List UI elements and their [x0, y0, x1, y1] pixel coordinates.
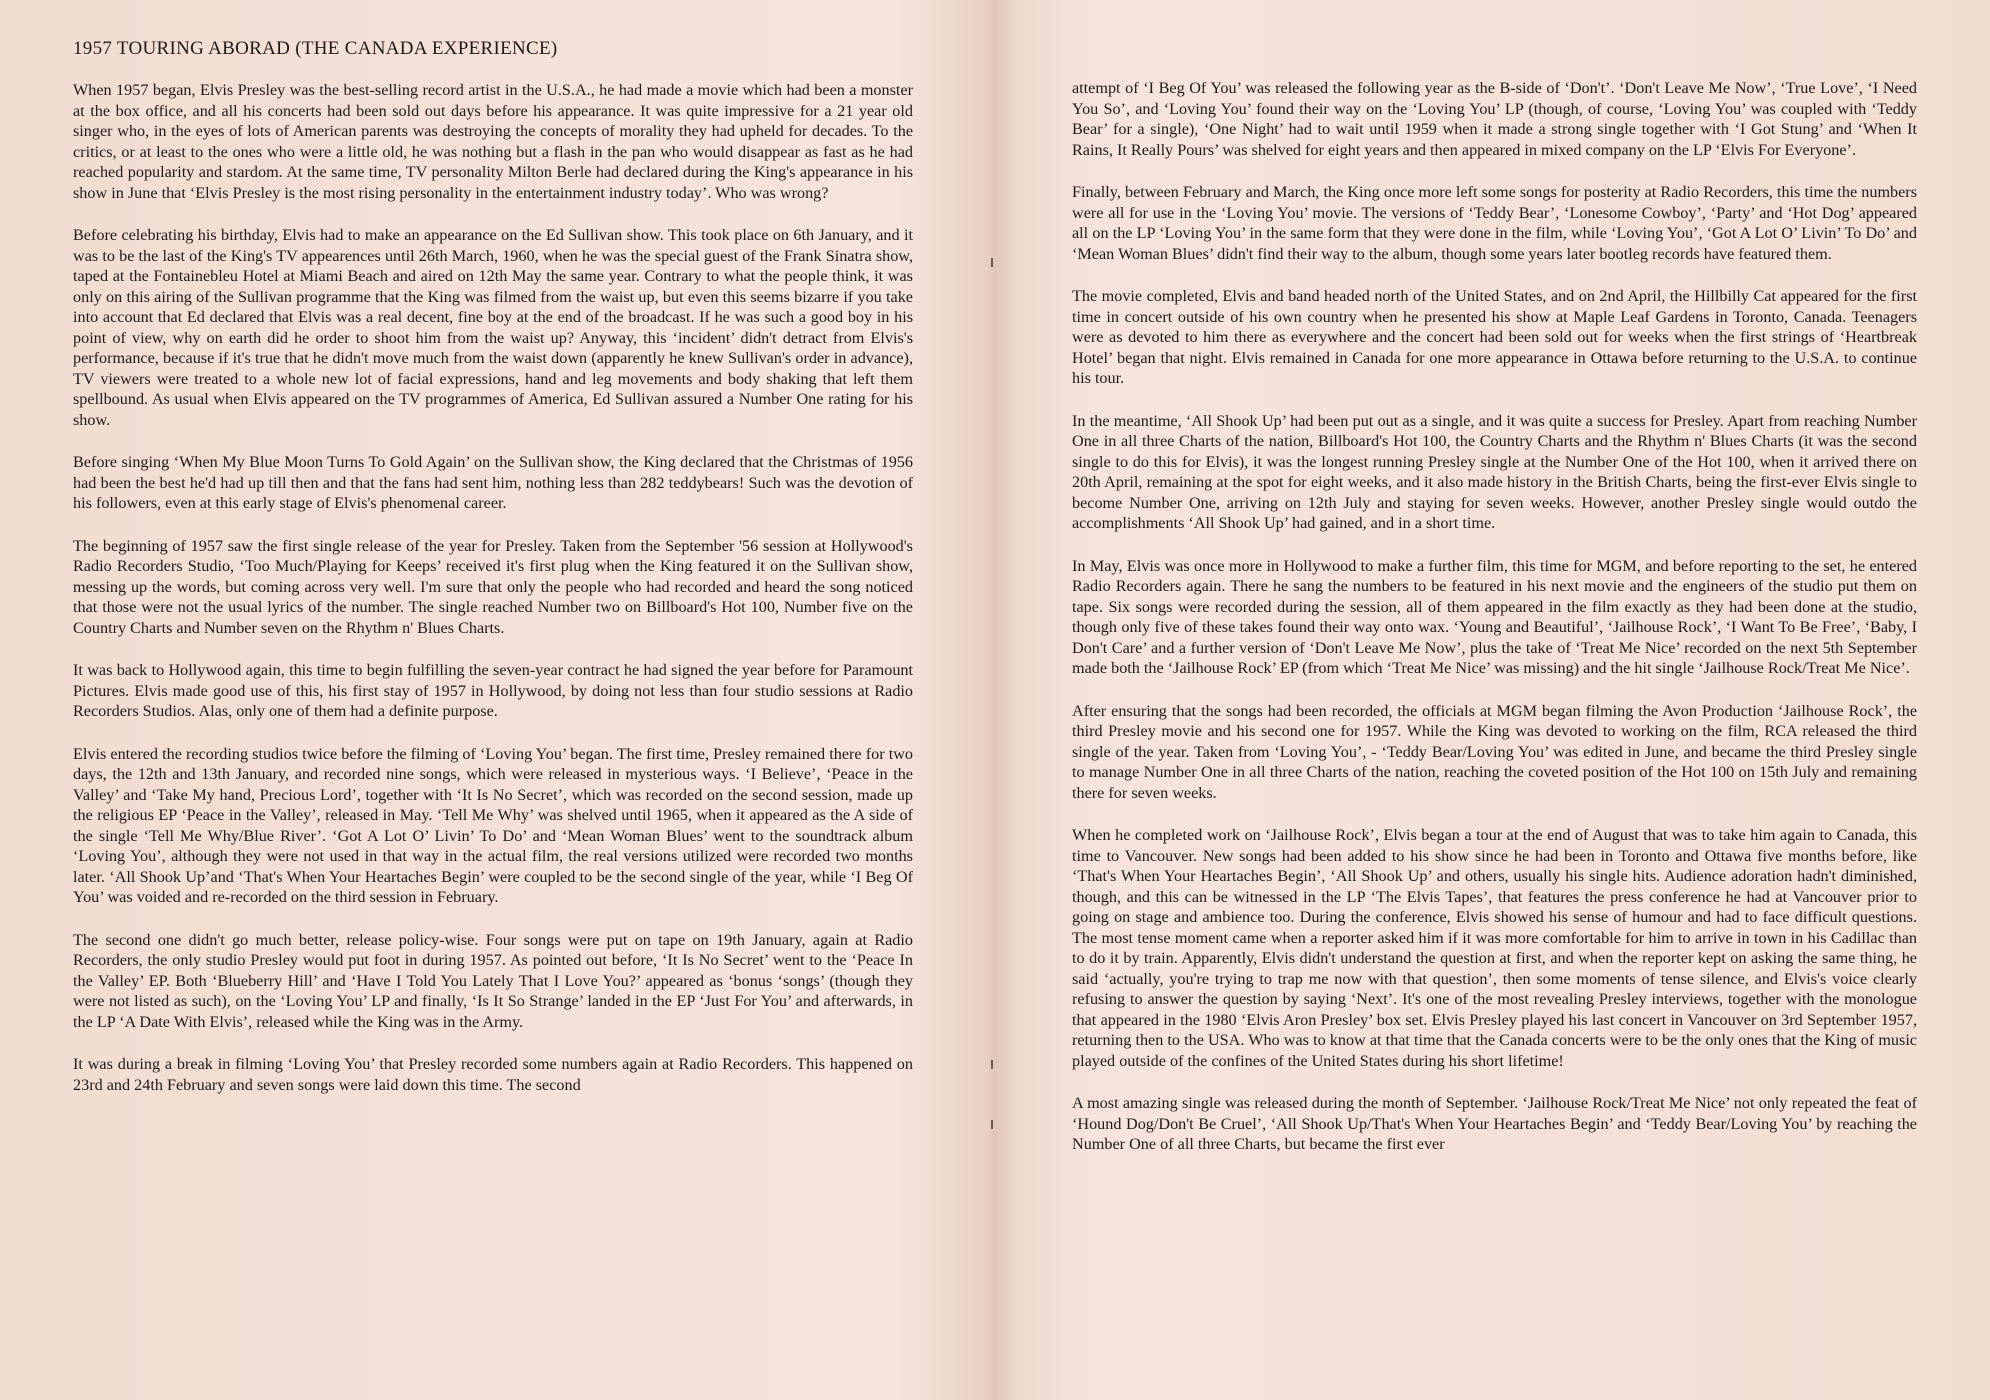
paragraph: After ensuring that the songs had been recorded, the officials at MGM began filming the Avon Production ‘Jailhouse Rock’, the third Presley movie and his second one for 1957. While the King was devoted to working on the film, RCA released the third single of the year. Taken from ‘Loving You’, - ‘Teddy Bear/Loving You’ was edited in June, and became the third Presley single to manage Number One in all three Charts of the nation, reaching the coveted position of the Hot 100 on 15th July and remaining there for seven weeks. [1072, 701, 1917, 802]
paragraph: It was back to Hollywood again, this time to begin fulfilling the seven-year contract he had signed the year before for Paramount Pictures. Elvis made good use of this, his first stay of 1957 in Hollywood, by doing not less than four studio sessions at Radio Recorders Studios. Alas, only one of them had a definite purpose. [73, 661, 913, 720]
right-page [995, 0, 1990, 1400]
paragraph: Before singing ‘When My Blue Moon Turns To Gold Again’ on the Sullivan show, the King declared that the Christmas of 1956 had been the best he'd had up till then and that the fans had sent him, nothing less than 282 teddybears! Such was the devotion of his followers, even at this early stage of Elvis's phenomenal career. [73, 453, 913, 512]
paragraph: A most amazing single was released during the month of September. ‘Jailhouse Rock/Treat Me Nice’ not only repeated the feat of ‘Hound Dog/Don't Be Cruel’, ‘All Shook Up/That's When Your Heartaches Begin’ and ‘Teddy Bear/Loving You’ by reaching the Number One of all three Charts, but became the first ever [1072, 1094, 1917, 1153]
paragraph: In May, Elvis was once more in Hollywood to make a further film, this time for MGM, and before reporting to the set, he entered Radio Recorders again. There he sang the numbers to be featured in his next movie and the engineers of the studio put them on tape. Six songs were recorded during the session, all of them appeared in the film exactly as they had been done at the studio, though only five of these takes found their way onto wax. ‘Young and Beautiful’, ‘Jailhouse Rock’, ‘I Want To Be Free’, ‘Baby, I Don't Care’ and a further version of ‘Don't Leave Me Now’, plus the take of ‘Treat Me Nice’ recorded on the next 5th September made both the ‘Jailhouse Rock’ EP (from which ‘Treat Me Nice’ was missing) and the hit single ‘Jailhouse Rock/Treat Me Nice’. [1072, 556, 1917, 677]
page-heading: 1957 TOURING ABORAD (THE CANADA EXPERIENCE) [73, 38, 558, 59]
paragraph: When he completed work on ‘Jailhouse Rock’, Elvis began a tour at the end of August that was to take him again to Canada, this time to Vancouver. New songs had been added to his show since he had been in Toronto and Ottawa five months before, like ‘That's When Your Heartaches Begin’, ‘All Shook Up’ and others, usually his single hits. Audience adoration hadn't diminished, though, and this can be witnessed in the LP ‘The Elvis Tapes’, that features the press conference he had at Vancouver prior to going on stage and ambience too. During the conference, Elvis showed his sense of humour and had to face difficult questions. The most tense moment came when a reporter asked him if it was more comfortable for him to arrive in town in his Cadillac than to do it by train. Apparently, Elvis didn't understand the question at first, and when the reporter kept on asking the same thing, he said ‘actually, you're trying to trap me now with that question’, then some moments of tense silence, and Elvis's voice clearly refusing to answer the question by saying ‘Next’. It's one of the most revealing Presley interviews, together with the monologue that appeared in the 1980 ‘Elvis Aron Presley’ box set. Elvis Presley played his last concert in Vancouver on 3rd September 1957, returning then to the USA. Who was to know at that time that the Canada concerts were to be the only ones that the King of music played outside of the confines of the United States during his short lifetime! [1072, 826, 1917, 1070]
gutter-mark [991, 258, 993, 267]
paragraph: Finally, between February and March, the King once more left some songs for posterity at Radio Recorders, this time the numbers were all for use in the ‘Loving You’ movie. The versions of ‘Teddy Bear’, ‘Lonesome Cowboy’, ‘Party’ and ‘Hot Dog’ appeared all on the LP ‘Loving You’ in the same form that they were done in the film, while ‘Loving You’, ‘Got A Lot O’ Livin’ To Do’ and ‘Mean Woman Blues’ didn't find their way to the album, though some years later bootleg records have featured them. [1072, 183, 1917, 263]
paragraph: The second one didn't go much better, release policy-wise. Four songs were put on tape on 19th January, again at Radio Recorders, the only studio Presley would put foot in during 1957. As pointed out before, ‘It Is No Secret’ went to the ‘Peace In the Valley’ EP. Both ‘Blueberry Hill’ and ‘Have I Told You Lately That I Love You?’ appeared as ‘bonus ‘songs’ (though they were not listed as such), on the ‘Loving You’ LP and finally, ‘Is It So Strange’ landed in the EP ‘Just For You’ and afterwards, in the LP ‘A Date With Elvis’, released while the King was in the Army. [73, 930, 913, 1031]
gutter-mark [991, 1120, 993, 1129]
paragraph: It was during a break in filming ‘Loving You’ that Presley recorded some numbers again at Radio Recorders. This happened on 23rd and 24th February and seven songs were laid down this time. The second [73, 1055, 913, 1094]
paragraph: In the meantime, ‘All Shook Up’ had been put out as a single, and it was quite a success for Presley. Apart from reaching Number One in all three Charts of the nation, Billboard's Hot 100, the Country Charts and the Rhythm n' Blues Charts (it was the second single to do this for Elvis), it was the longest running Presley single at the Number One of the Hot 100, when it arrived there on 20th April, remaining at the spot for eight weeks, and it also made history in the British Charts, being the first-ever Elvis single to become Number One, arriving on 12th July and staying for seven weeks. However, another Presley single would outdo the accomplishments ‘All Shook Up’ had gained, and in a short time. [1072, 411, 1917, 532]
right-text-column [1072, 78, 1917, 1177]
paragraph: Elvis entered the recording studios twice before the filming of ‘Loving You’ began. The first time, Presley remained there for two days, the 12th and 13th January, and recorded nine songs, which were released in mysterious ways. ‘I Believe’, ‘Peace in the Valley’ and ‘Take My hand, Precious Lord’, together with ‘It Is No Secret’, which was recorded on the second session, made up the religious EP ‘Peace in the Valley’, released in May. ‘Tell Me Why’ was shelved until 1965, when it appeared as the A side of the single ‘Tell Me Why/Blue River’. ‘Got A Lot O’ Livin’ To Do’ and ‘Mean Woman Blues’ went to the soundtrack album ‘Loving You’, although they were not used in that way in the actual film, the real versions utilized were recorded two months later. ‘All Shook Up’and ‘That's When Your Heartaches Begin’ were coupled to be the second single of the year, while ‘I Beg Of You’ was voided and re-recorded on the third session in February. [73, 744, 913, 906]
paragraph: attempt of ‘I Beg Of You’ was released the following year as the B-side of ‘Don't’. ‘Don't Leave Me Now’, ‘True Love’, ‘I Need You So’, and ‘Loving You’ found their way on the ‘Loving You’ LP (though, of course, ‘Loving You’ was coupled with ‘Teddy Bear’ for a single), ‘One Night’ had to wait until 1959 when it made a strong single together with ‘I Got Stung’ and ‘When It Rains, It Really Pours’ was shelved for eight years and then appeared in mixed company on the LP ‘Elvis For Everyone’. [1072, 79, 1917, 159]
paragraph: When 1957 began, Elvis Presley was the best-selling record artist in the U.S.A., he had made a movie which had been a monster at the box office, and all his concerts had been sold out days before his appearance. It was quite impressive for a 21 year old singer who, in the eyes of lots of American parents was destroying the concepts of morality they had upheld for decades. To the critics, or at least to the ones who were a little old, he was nothing but a flash in the pan who would disappear as fast as he had reached popularity and stardom. At the same time, TV personality Milton Berle had declared during the King's appearance in his show in June that ‘Elvis Presley is the most rising personality in the entertainment industry today’. Who was wrong? [73, 81, 913, 202]
paragraph: The beginning of 1957 saw the first single release of the year for Presley. Taken from the September '56 session at Hollywood's Radio Recorders Studio, ‘Too Much/Playing for Keeps’ received it's first plug when the King featured it on the Sullivan show, messing up the words, but coming across very well. I'm sure that only the people who had recorded and heard the song noticed that those were not the usual lyrics of the number. The single reached Number two on Billboard's Hot 100, Number five on the Country Charts and Number seven on the Rhythm n' Blues Charts. [73, 536, 913, 637]
paragraph: The movie completed, Elvis and band headed north of the United States, and on 2nd April, the Hillbilly Cat appeared for the first time in concert outside of his own country when he presented his show at Maple Leaf Gardens in Toronto, Canada. Teenagers were as devoted to him there as everywhere and the concert had been sold out for weeks when the first strings of ‘Heartbreak Hotel’ began that night. Elvis remained in Canada for one more appearance in Ottawa before returning to the U.S.A. to continue his tour. [1072, 287, 1917, 387]
left-text-column [73, 80, 913, 1117]
paragraph: Before celebrating his birthday, Elvis had to make an appearance on the Ed Sullivan show. This took place on 6th January, and it was to be the last of the King's TV appearences until 26th March, 1960, when he was the special guest of the Frank Sinatra show, taped at the Fontainebleu Hotel at Miami Beach and aired on 12th May the same year. Contrary to what the people think, it was only on this airing of the Sullivan programme that the King was filmed from the waist up, but even this seems bizarre if you take into account that Ed declared that Elvis was a real decent, fine boy at the end of the broadcast. If he was such a good boy in his point of view, why on earth did he order to shoot him from the waist up? Anyway, this ‘incident’ didn't detract from Elvis's performance, because if it's true that he didn't move much from the waist down (apparently he knew Sullivan's order in advance), TV viewers were treated to a whole new lot of facial expressions, hand and leg movements and body shaking that left them spellbound. As usual when Elvis appeared on the TV programmes of America, Ed Sullivan assured a Number One rating for his show. [73, 226, 913, 429]
gutter-mark [991, 1060, 993, 1069]
